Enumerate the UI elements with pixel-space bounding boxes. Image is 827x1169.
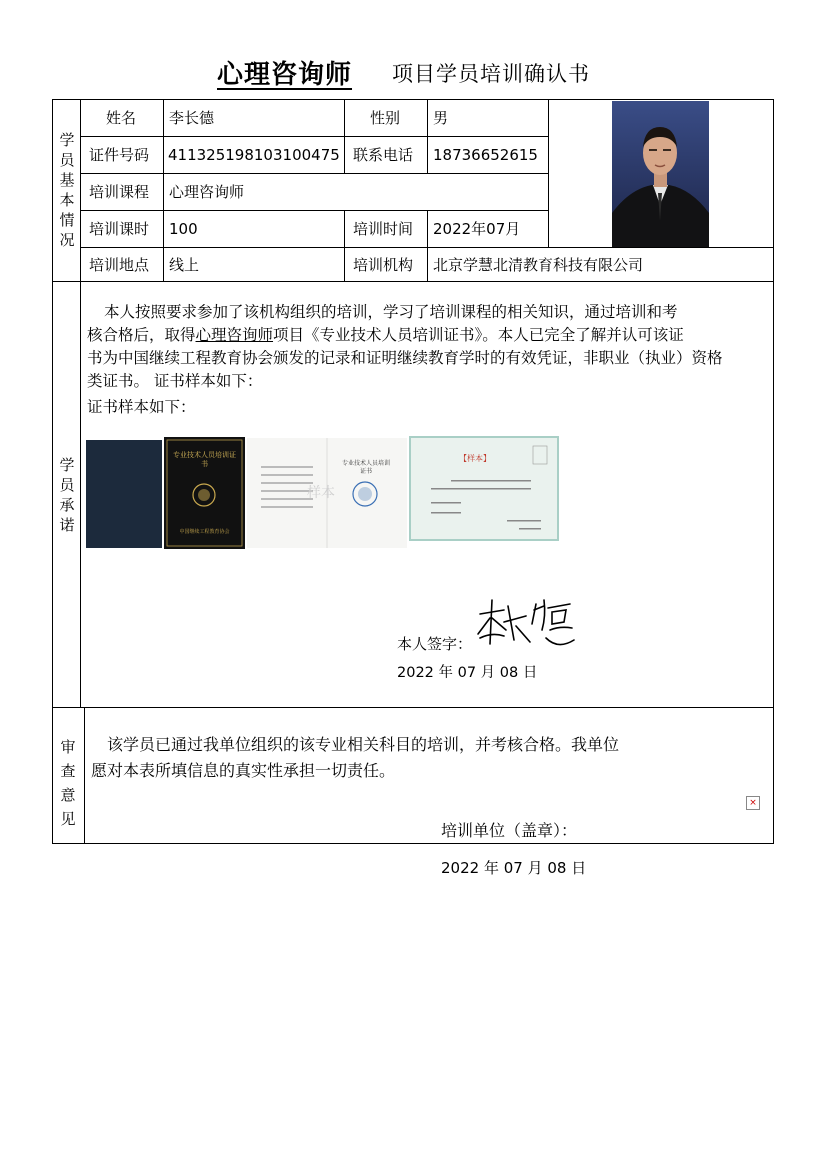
certificate-inner-title: 专业技术人员培训证书: [341, 460, 390, 475]
student-photo: [612, 101, 709, 247]
review-line-2: 愿对本表所填信息的真实性承担一切责任。: [91, 761, 396, 780]
section-label-promise: 学 员 承 诺: [59, 456, 75, 534]
course-value: 心理咨询师: [169, 183, 245, 201]
gender-value: 男: [433, 109, 449, 127]
time-label: 培训时间: [353, 220, 414, 238]
training-unit-label: 培训单位（盖章）：: [441, 821, 578, 840]
id-label: 证件号码: [89, 146, 150, 164]
place-label: 培训地点: [89, 256, 150, 274]
certificate-front-cover: [164, 437, 245, 549]
course-label: 培训课程: [89, 183, 150, 201]
signature-date: 2022 年 07 月 08 日: [397, 665, 538, 681]
signature-label: 本人签字：: [397, 635, 473, 653]
form-title-course: 心理咨询师: [217, 60, 353, 90]
promise-line-3: 书为中国继续工程教育协会颁发的记录和证明继续教育学时的有效凭证，非职业（执业）资格: [87, 349, 723, 367]
hours-value: 100: [169, 220, 198, 238]
handwritten-signature: [474, 596, 578, 652]
phone-label: 联系电话: [353, 146, 414, 164]
promise-line-4: 类证书。 证书样本如下：: [87, 372, 263, 390]
form-title: 项目学员培训确认书: [392, 62, 590, 86]
section-label-basic: 学 员 基 本 情 况: [59, 131, 75, 249]
place-value: 线上: [169, 256, 200, 274]
id-value: 411325198103100475: [168, 146, 340, 164]
promise-line-1: 本人按照要求参加了该机构组织的培训，学习了培训课程的相关知识，通过培训和考: [104, 303, 678, 321]
org-label: 培训机构: [353, 256, 414, 274]
promise-line-2: 核合格后，取得心理咨询师项目《专业技术人员培训证书》。本人已完全了解并认可该证: [87, 326, 684, 344]
certificate-back-cover: [86, 440, 162, 548]
certificate-cover-title: 专业技术人员培训证书: [173, 451, 236, 468]
certificate-inner-page: [247, 438, 407, 548]
certificate-cover-org: 中国继续工程教育协会: [179, 529, 230, 535]
name-value: 李长德: [169, 109, 215, 127]
certificate-sample-page: [409, 436, 559, 541]
review-date: 2022 年 07 月 08 日: [441, 859, 587, 877]
broken-image-icon: ×: [746, 796, 760, 810]
certificate-watermark: 样本: [307, 485, 335, 501]
gender-label: 性别: [370, 109, 401, 127]
review-line-1: 该学员已通过我单位组织的该专业相关科目的培训，并考核合格。我单位: [107, 735, 620, 754]
time-value: 2022年07月: [433, 220, 521, 238]
certificate-sample-tag: 【样本】: [459, 454, 491, 463]
promise-course: 心理咨询师: [195, 326, 274, 344]
org-value: 北京学慧北清教育科技有限公司: [433, 256, 644, 274]
name-label: 姓名: [106, 109, 137, 127]
section-label-review: 审 查 意 见: [60, 738, 76, 828]
promise-line-5: 证书样本如下：: [87, 398, 196, 416]
hours-label: 培训课时: [89, 220, 150, 238]
phone-value: 18736652615: [433, 146, 538, 164]
